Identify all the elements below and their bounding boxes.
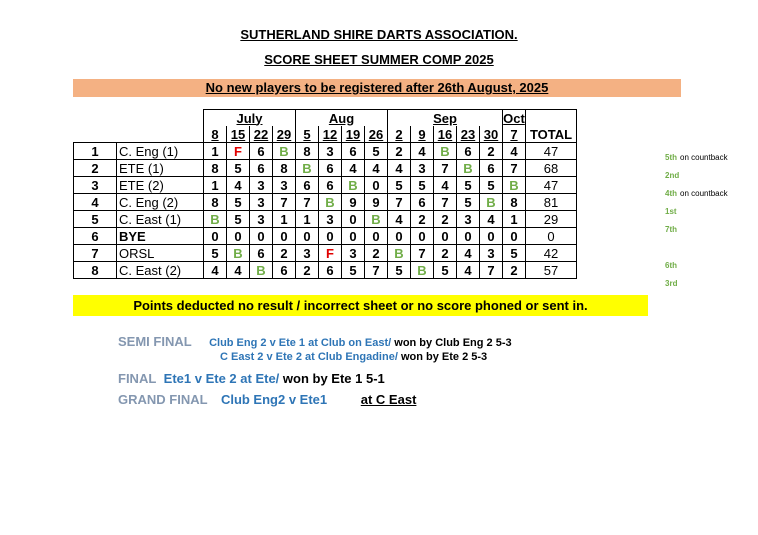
team-total: 57: [526, 262, 577, 279]
date-header: 19: [342, 126, 365, 143]
score-cell: 2: [434, 245, 457, 262]
placing-note: on countback: [680, 153, 728, 162]
score-cell: 0: [434, 228, 457, 245]
score-cell: 3: [319, 143, 342, 160]
score-cell: 6: [480, 160, 503, 177]
date-header: 15: [227, 126, 250, 143]
score-cell: 0: [480, 228, 503, 245]
score-cell: 2: [503, 262, 526, 279]
score-cell: 4: [342, 160, 365, 177]
score-cell: 0: [273, 228, 296, 245]
placing-rank: 3rd: [665, 279, 678, 288]
semi-final-2-result: won by Ete 2 5-3: [397, 351, 488, 363]
team-name: C. Eng (1): [117, 143, 204, 160]
date-header: 9: [411, 126, 434, 143]
score-cell: F: [227, 143, 250, 160]
table-row: [74, 245, 577, 262]
score-cell: 0: [204, 228, 227, 245]
team-total: 0: [526, 228, 577, 245]
date-header: 2: [388, 126, 411, 143]
score-cell: 5: [365, 143, 388, 160]
team-number: 3: [74, 177, 117, 194]
placing-label: [665, 225, 677, 234]
score-cell: 6: [342, 143, 365, 160]
date-header: 16: [434, 126, 457, 143]
table-row: [74, 262, 577, 279]
grand-final-label: GRAND FINAL: [118, 392, 208, 407]
score-cell: 0: [388, 228, 411, 245]
semi-final-label: SEMI FINAL: [118, 334, 192, 349]
score-cell: 7: [273, 194, 296, 211]
team-number: 2: [74, 160, 117, 177]
score-cell: 5: [434, 262, 457, 279]
score-cell: 3: [411, 160, 434, 177]
score-cell: 1: [296, 211, 319, 228]
score-cell: B: [273, 143, 296, 160]
team-number: 4: [74, 194, 117, 211]
score-cell: 0: [365, 228, 388, 245]
score-cell: 3: [250, 211, 273, 228]
score-cell: B: [457, 160, 480, 177]
table-row: [74, 143, 577, 160]
score-cell: 6: [319, 262, 342, 279]
score-cell: 1: [273, 211, 296, 228]
score-cell: 0: [411, 228, 434, 245]
grand-final-line: [118, 392, 416, 407]
score-cell: 8: [296, 143, 319, 160]
score-cell: 4: [388, 211, 411, 228]
score-cell: 4: [227, 262, 250, 279]
placing-label: [665, 261, 677, 270]
score-cell: 0: [365, 177, 388, 194]
score-cell: 0: [296, 228, 319, 245]
date-header: 29: [273, 126, 296, 143]
score-cell: 6: [273, 262, 296, 279]
score-cell: 3: [250, 177, 273, 194]
page-title: SUTHERLAND SHIRE DARTS ASSOCIATION.: [240, 27, 518, 42]
placing-rank: 1st: [665, 207, 677, 216]
grand-final-match: Club Eng2 v Ete1: [220, 392, 328, 407]
score-cell: B: [342, 177, 365, 194]
table-row: [74, 177, 577, 194]
score-cell: 8: [273, 160, 296, 177]
score-cell: 3: [273, 177, 296, 194]
team-number: 8: [74, 262, 117, 279]
score-cell: 0: [319, 228, 342, 245]
placing-rank: 5th: [665, 153, 677, 162]
score-table: [73, 109, 577, 279]
team-number: 7: [74, 245, 117, 262]
score-cell: 3: [457, 211, 480, 228]
score-cell: B: [319, 194, 342, 211]
table-row: [74, 211, 577, 228]
placing-rank: 2nd: [665, 171, 680, 180]
final-line: [118, 371, 385, 386]
score-cell: 9: [365, 194, 388, 211]
month-header: Oct: [503, 110, 525, 126]
placing-rank: 7th: [665, 225, 677, 234]
team-number: 6: [74, 228, 117, 245]
final-result: won by Ete 1 5-1: [279, 371, 385, 386]
score-cell: B: [434, 143, 457, 160]
score-cell: 1: [204, 143, 227, 160]
score-cell: 3: [342, 245, 365, 262]
score-cell: 8: [204, 194, 227, 211]
final-label: FINAL: [118, 371, 157, 386]
score-cell: 4: [480, 211, 503, 228]
score-cell: 6: [296, 177, 319, 194]
score-cell: 7: [411, 245, 434, 262]
score-cell: 4: [457, 262, 480, 279]
score-cell: 1: [503, 211, 526, 228]
score-cell: B: [388, 245, 411, 262]
placing-label: [665, 279, 677, 288]
total-header: TOTAL: [526, 126, 577, 143]
score-cell: 7: [296, 194, 319, 211]
table-row: [74, 194, 577, 211]
score-cell: 5: [388, 262, 411, 279]
score-cell: 5: [457, 177, 480, 194]
team-name: ETE (1): [117, 160, 204, 177]
score-cell: 2: [273, 245, 296, 262]
score-cell: 0: [250, 228, 273, 245]
score-cell: 2: [411, 211, 434, 228]
table-row: [74, 160, 577, 177]
score-cell: 3: [480, 245, 503, 262]
score-cell: 6: [250, 245, 273, 262]
score-cell: 5: [388, 177, 411, 194]
score-cell: 5: [227, 194, 250, 211]
date-header: 5: [296, 126, 319, 143]
month-header: Sep: [388, 110, 503, 127]
date-header: 30: [480, 126, 503, 143]
team-total: 29: [526, 211, 577, 228]
score-cell: 5: [204, 245, 227, 262]
score-cell: 0: [227, 228, 250, 245]
score-cell: 4: [457, 245, 480, 262]
score-cell: 2: [296, 262, 319, 279]
score-cell: 6: [250, 143, 273, 160]
semi-final-2-match: C East 2 v Ete 2 at Club Engadine/: [220, 351, 398, 363]
score-cell: 7: [434, 194, 457, 211]
score-cell: 5: [342, 262, 365, 279]
score-cell: 8: [503, 194, 526, 211]
deduction-notice: Points deducted no result / incorrect sheet or no score phoned or sent in.: [73, 295, 648, 316]
team-name: ETE (2): [117, 177, 204, 194]
score-cell: 2: [388, 143, 411, 160]
score-cell: B: [480, 194, 503, 211]
month-header: Aug: [296, 110, 388, 127]
score-cell: 0: [503, 228, 526, 245]
score-cell: 5: [480, 177, 503, 194]
score-cell: 3: [250, 194, 273, 211]
score-cell: B: [365, 211, 388, 228]
score-cell: 1: [204, 177, 227, 194]
team-number: 1: [74, 143, 117, 160]
score-cell: 6: [250, 160, 273, 177]
team-name: C. Eng (2): [117, 194, 204, 211]
score-cell: 4: [365, 160, 388, 177]
score-cell: 5: [411, 177, 434, 194]
score-cell: 4: [227, 177, 250, 194]
score-cell: 7: [434, 160, 457, 177]
table-row: [74, 228, 577, 245]
placing-rank: 4th: [665, 189, 677, 198]
score-cell: 5: [227, 211, 250, 228]
score-cell: B: [503, 177, 526, 194]
score-cell: 0: [342, 228, 365, 245]
semi-final-1-match: Club Eng 2 v Ete 1 at Club on East/: [209, 337, 392, 349]
team-total: 47: [526, 143, 577, 160]
month-header: July: [204, 110, 296, 127]
score-cell: 5: [503, 245, 526, 262]
page-subtitle: SCORE SHEET SUMMER COMP 2025: [264, 52, 494, 67]
score-cell: 4: [434, 177, 457, 194]
team-name: BYE: [117, 228, 204, 245]
score-cell: 7: [503, 160, 526, 177]
score-cell: 6: [411, 194, 434, 211]
score-cell: 4: [204, 262, 227, 279]
date-header: 22: [250, 126, 273, 143]
final-match: Ete1 v Ete 2 at Ete/: [163, 371, 280, 386]
date-header: 12: [319, 126, 342, 143]
score-cell: 8: [204, 160, 227, 177]
score-cell: B: [250, 262, 273, 279]
date-header: 8: [204, 126, 227, 143]
score-cell: 4: [503, 143, 526, 160]
score-cell: 5: [457, 194, 480, 211]
score-cell: 6: [319, 177, 342, 194]
score-cell: 5: [227, 160, 250, 177]
placing-label: [665, 189, 728, 198]
placing-label: [665, 153, 728, 162]
date-header: 7: [503, 126, 526, 143]
semi-final-line-2: [220, 351, 487, 363]
team-total: 68: [526, 160, 577, 177]
team-name: C. East (2): [117, 262, 204, 279]
score-cell: 6: [319, 160, 342, 177]
placing-label: [665, 171, 679, 180]
score-cell: 2: [434, 211, 457, 228]
team-name: ORSL: [117, 245, 204, 262]
score-cell: 2: [365, 245, 388, 262]
team-total: 42: [526, 245, 577, 262]
score-cell: 7: [365, 262, 388, 279]
score-cell: B: [296, 160, 319, 177]
score-cell: 4: [411, 143, 434, 160]
score-cell: 0: [457, 228, 480, 245]
score-cell: B: [411, 262, 434, 279]
score-cell: 2: [480, 143, 503, 160]
registration-notice-text: No new players to be registered after 26th August, 2025: [205, 80, 549, 95]
team-total: 81: [526, 194, 577, 211]
score-cell: 3: [319, 211, 342, 228]
team-total: 47: [526, 177, 577, 194]
score-cell: 9: [342, 194, 365, 211]
score-cell: B: [227, 245, 250, 262]
placing-note: on countback: [680, 189, 728, 198]
placing-rank: 6th: [665, 261, 677, 270]
score-cell: F: [319, 245, 342, 262]
score-cell: 7: [480, 262, 503, 279]
date-header: 26: [365, 126, 388, 143]
score-cell: 6: [457, 143, 480, 160]
semi-final-1-result: won by Club Eng 2 5-3: [391, 337, 512, 349]
score-cell: 3: [296, 245, 319, 262]
score-cell: 4: [388, 160, 411, 177]
team-name: C. East (1): [117, 211, 204, 228]
score-cell: 0: [342, 211, 365, 228]
date-header: 23: [457, 126, 480, 143]
semi-final-line-1: [118, 334, 512, 349]
team-number: 5: [74, 211, 117, 228]
score-cell: 7: [388, 194, 411, 211]
placing-label: [665, 207, 677, 216]
registration-notice: [73, 79, 681, 97]
grand-final-venue: at C East: [360, 392, 417, 407]
score-cell: B: [204, 211, 227, 228]
